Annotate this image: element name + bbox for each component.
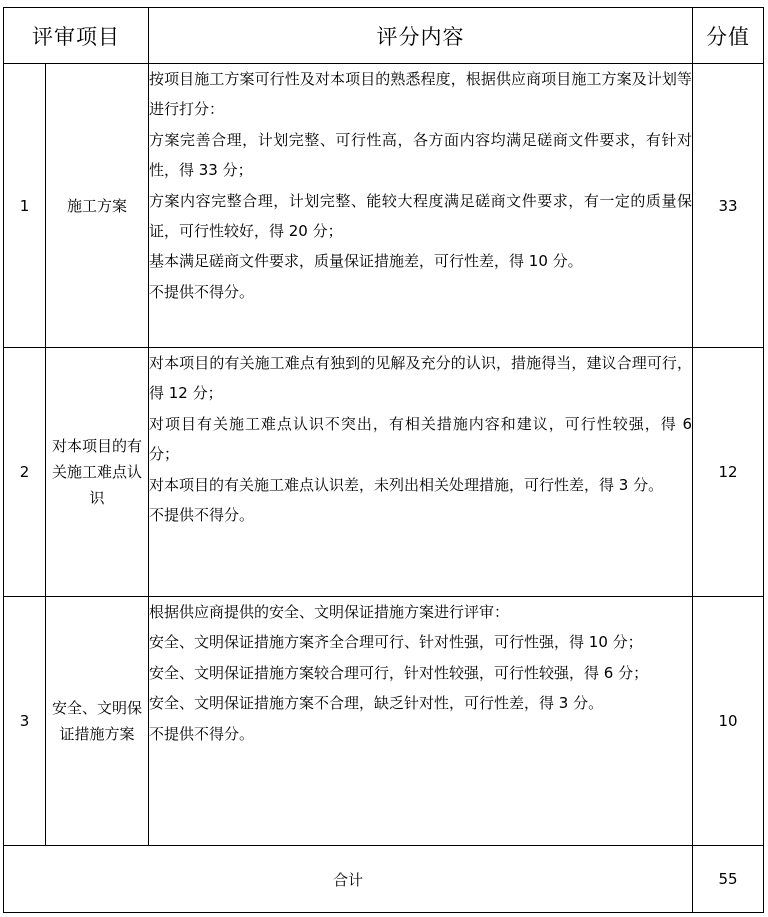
content-line: 按项目施工方案可行性及对本项目的熟悉程度，根据供应商项目施工方案及计划等进行打分：: [149, 70, 692, 119]
header-content: 评分内容: [149, 8, 693, 64]
content-line: 不提供不得分。: [149, 282, 255, 301]
table-row: [4, 64, 764, 348]
content-line: 对项目有关施工难点认识不突出，有相关措施内容和建议，可行性较强，得 6 分；: [149, 414, 692, 464]
content-line: 安全、文明保证措施方案较合理可行，针对性较强，可行性较强，得 6 分；: [149, 663, 649, 682]
total-score: 55: [693, 846, 764, 913]
content-line: 根据供应商提供的安全、文明保证措施方案进行评审：: [149, 603, 510, 621]
header-score: 分值: [693, 8, 764, 64]
row-content: [149, 348, 693, 597]
table-row: [4, 597, 764, 846]
content-line: 不提供不得分。: [149, 506, 255, 525]
content-line: 安全、文明保证措施方案不合理，缺乏针对性，可行性差，得 3 分。: [149, 694, 604, 713]
content-line: 对本项目的有关施工难点认识差，未列出相关处理措施，可行性差，得 3 分。: [149, 475, 664, 494]
header-row: [4, 8, 764, 64]
content-line: 基本满足磋商文件要求，质量保证措施差，可行性差，得 10 分。: [149, 252, 583, 271]
total-label: 合计: [4, 846, 693, 913]
content-line: 对本项目的有关施工难点有独到的见解及充分的认识，措施得当，建议合理可行，得 12 分；: [149, 354, 692, 403]
row-content: [149, 597, 693, 846]
row-item: 对本项目的有关施工难点认识: [46, 348, 149, 597]
content-line: 方案内容完整合理，计划完整、能较大程度满足磋商文件要求，有一定的质量保证，可行性较好，得 20 分；: [149, 191, 692, 241]
scoring-table: [3, 7, 764, 913]
row-item: 施工方案: [46, 64, 149, 348]
row-number: 3: [4, 597, 46, 846]
row-item: 安全、文明保证措施方案: [46, 597, 149, 846]
total-row: [4, 846, 764, 913]
content-line: 方案完善合理，计划完整、可行性高，各方面内容均满足磋商文件要求，有针对性，得 33 分；: [149, 130, 692, 180]
row-content: [149, 64, 693, 348]
content-line: 安全、文明保证措施方案齐全合理可行、针对性强，可行性强，得 10 分；: [149, 633, 643, 652]
row-score: 10: [693, 597, 764, 846]
content-line: 不提供不得分。: [149, 724, 255, 743]
row-score: 33: [693, 64, 764, 348]
row-number: 1: [4, 64, 46, 348]
table-row: [4, 348, 764, 597]
row-number: 2: [4, 348, 46, 597]
header-item: 评审项目: [4, 8, 149, 64]
row-score: 12: [693, 348, 764, 597]
